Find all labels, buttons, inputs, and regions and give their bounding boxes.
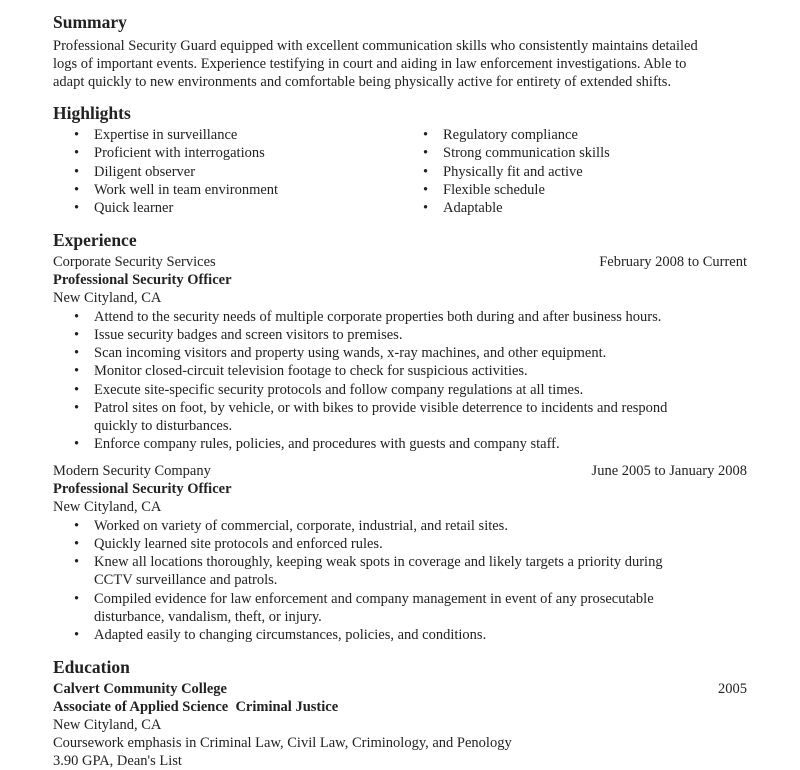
- education-coursework: Coursework emphasis in Criminal Law, Civil Law, Criminology, and Penology: [53, 735, 512, 751]
- job-dates: June 2005 to January 2008: [591, 463, 747, 479]
- summary-line: logs of important events. Experience testifying in court and aiding in law enforcement investigations. Able to: [53, 56, 687, 72]
- experience-heading: Experience: [53, 230, 137, 250]
- education-year: 2005: [718, 681, 747, 697]
- job-bullet-continuation: disturbance, vandalism, theft, or injury.: [94, 609, 322, 625]
- summary-heading: Summary: [53, 12, 127, 32]
- education-degree: Associate of Applied Science Criminal Justice: [53, 699, 339, 715]
- job-company: Corporate Security Services: [53, 254, 216, 270]
- resume-page: Summary Professional Security Guard equipped with excellent communication skills who consistently maintains detailed logs of important events. Experience testifying in court and aiding in law enforcement investigations. Able to adapt quickly to new environments and comfortable being physically active for entirety of extended shifts. Highlights • Expertise in surveillance • Proficient with interrogations • Diligent observer • Work well in team environment • Quick learner • Regulatory compliance • Strong communication skills • Physically fit and active • Flexible schedule • Adaptable Experience Corporate Security Services February 2008 to Current Professional Security Officer New Cityland, CA • Attend to the security needs of multiple corporate properties both during and after business hours. • Issue security badges and screen visitors to premises. • Scan incoming visitors and property using wands, x-ray machines, and other equipment. • Monitor closed-circuit television footage to check for suspicious activities. • Execute site-specific security protocols and follow company regulations at all times. • Patrol sites on foot, by vehicle, or with bikes to provide visible deterrence to incidents and respond quickly to disturbances. • Enforce company rules, policies, and procedures with guests and company staff. Modern Security Company June 2005 to January 2008 Professional Security Officer New Cityland, CA • Worked on variety of commercial, corporate, industrial, and retail sites. • Quickly learned site protocols and enforced rules. • Knew all locations thoroughly, keeping weak spots in coverage and likely targets a priority during CCTV surveillance and patrols. • Compiled evidence for law enforcement and company management in event of any prosecutable disturbance, vandalism, theft, or injury. • Adapted easily to changing circumstances, policies, and conditions. Education Calvert Community College 2005 Associate of Applied Science Criminal Justice New Cityland, CA Coursework emphasis in Criminal Law, Civil Law, Criminology, and Penology 3.90 GPA, Dean's List: [53, 12, 747, 769]
- education-gpa: 3.90 GPA, Dean's List: [53, 753, 182, 769]
- job-location: New Cityland, CA: [53, 290, 162, 306]
- job-title: Professional Security Officer: [53, 272, 232, 288]
- summary-line: Professional Security Guard equipped with excellent communication skills who consistently maintains detailed: [53, 38, 698, 54]
- job-bullet-continuation: CCTV surveillance and patrols.: [94, 572, 278, 588]
- job-company: Modern Security Company: [53, 463, 211, 479]
- education-heading: Education: [53, 657, 130, 677]
- job-bullet-continuation: quickly to disturbances.: [94, 418, 233, 434]
- highlights-heading: Highlights: [53, 103, 131, 123]
- job-title: Professional Security Officer: [53, 481, 232, 497]
- education-school: Calvert Community College: [53, 681, 227, 697]
- education-location: New Cityland, CA: [53, 717, 162, 733]
- summary-line: adapt quickly to new environments and comfortable being physically active for entirety of extended shifts.: [53, 74, 672, 90]
- job-dates: February 2008 to Current: [599, 254, 747, 270]
- job-location: New Cityland, CA: [53, 499, 162, 515]
